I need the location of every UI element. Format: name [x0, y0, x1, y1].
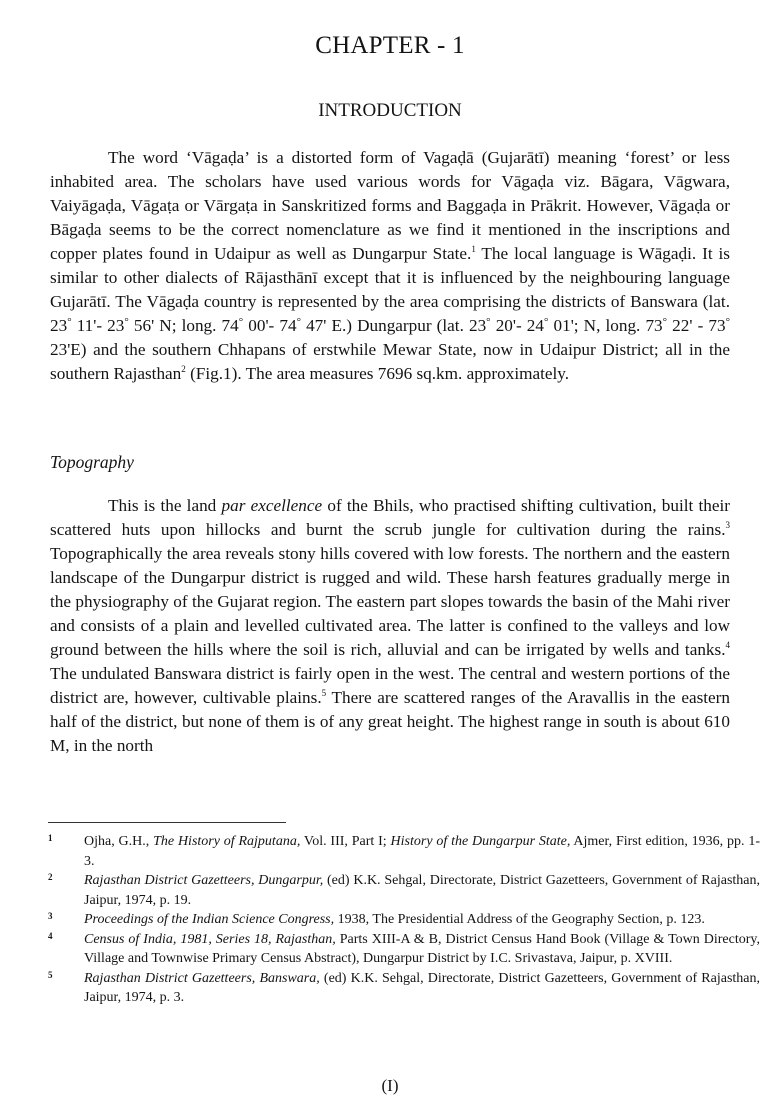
text-run: Vol. III, Part I;: [300, 834, 391, 849]
degree-symbol: °: [486, 316, 491, 328]
footnote-ref-1[interactable]: 1: [471, 244, 476, 254]
footnote-text: [84, 873, 760, 908]
text-run: 23'E) and the southern Chhapans of erstwhile Mewar State, now in Udaipur District; all in the southern Rajasthan: [50, 340, 730, 383]
footnote-divider: [48, 822, 286, 823]
text-run: 47' E.) Dungarpur (lat. 23: [300, 316, 487, 335]
text-run: There are scattered ranges of the Aravallis in the eastern half of the district, but none of them is of any great height. The highest range in south is about 610 M, in the north: [50, 688, 730, 755]
footnote-item-5: [48, 969, 760, 1008]
footnote-item-3: [48, 910, 760, 930]
degree-symbol: °: [296, 316, 301, 328]
subheading-topography: Topography: [50, 452, 134, 472]
footnote-marker: 5: [48, 969, 53, 980]
intro-paragraph: [50, 146, 730, 386]
footnote-marker: 4: [48, 930, 53, 941]
text-run: This is the land: [108, 496, 222, 515]
text-run: Ojha, G.H.,: [84, 834, 154, 849]
footnote-item-2: [48, 871, 760, 910]
citation-title: Rajasthan District Gazetteers, Banswara,: [84, 970, 320, 986]
text-run: 11'- 23: [71, 316, 125, 335]
text-run: 01'; N, long. 73: [548, 316, 663, 335]
footnote-marker: 1: [48, 833, 53, 843]
citation-title: The History of Rajputana,: [153, 834, 301, 849]
degree-symbol: °: [67, 316, 72, 328]
section-title: INTRODUCTION: [318, 100, 462, 121]
footnote-marker: 2: [48, 872, 53, 882]
text-run: (ed) K.K. Sehgal, Directorate, District Gazetteers, Government of Rajasthan, Jaipur, 1974, p. 3.: [84, 970, 760, 1005]
citation-title: Rajasthan District Gazetteers, Dungarpur,: [84, 873, 324, 888]
footnote-text: [84, 912, 705, 927]
text-run: Topographically the area reveals stony hills covered with low forests. The northern and the eastern landscape of the Dungarpur district is rugged and wild. These harsh features gradually merge in the physiography of the Gujarat region. The eastern part slopes towards the basin of the Mahi river and consists of a plain and levelled cultivated area. The latter is confined to the valleys and low ground between the hills where the soil is rich, alluvial and can be irrigated by wells and tanks.: [50, 544, 730, 659]
emphasis-text: par excellence: [221, 496, 323, 515]
text-run: 22' - 73: [667, 316, 726, 335]
footnote-ref-5[interactable]: 5: [321, 688, 327, 698]
text-run: 00'- 74: [243, 316, 297, 335]
footnotes-list: [48, 832, 760, 1008]
text-run: Ajmer, First edition, 1936, pp. 1-3.: [84, 834, 761, 869]
citation-title: Census of India, 1981, Series 18, Rajasthan,: [84, 931, 336, 947]
footnote-ref-2[interactable]: 2: [181, 364, 186, 374]
footnote-item-4: [48, 930, 760, 969]
text-run: 1938, The Presidential Address of the Geography Section, p. 123.: [334, 912, 705, 927]
footnote-text: [84, 932, 760, 967]
page-number: (I): [381, 1076, 399, 1095]
degree-symbol: °: [238, 316, 244, 328]
degree-symbol: °: [124, 316, 129, 328]
footnote-ref-4[interactable]: 4: [725, 640, 730, 650]
degree-symbol: °: [544, 316, 549, 328]
text-run: 56' N; long. 74: [128, 316, 239, 335]
degree-symbol: °: [725, 316, 730, 328]
footnote-text: [84, 971, 760, 1006]
chapter-title: CHAPTER - 1: [315, 32, 465, 59]
text-run: (ed) K.K. Sehgal, Directorate, District Gazetteers, Government of Rajasthan, Jaipur, 1974, p. 19.: [84, 873, 760, 908]
footnote-item-1: [48, 832, 760, 871]
topography-paragraph: [50, 494, 730, 758]
text-run: The undulated Banswara district is fairly open in the west. The central and western portions of the district are, however, cultivable plains.: [50, 664, 730, 707]
paragraph-text: [50, 146, 730, 386]
text-run: Parts XIII-A & B, District Census Hand Book (Village & Town Directory, Village and Townwise Primary Census Abstract), Dungarpur District by I.C. Srivastava, Jaipur, p. XVIII.: [84, 931, 760, 966]
text-run: The local language is Wāgaḍi. It is similar to other dialects of Rājasthānī except that it is influenced by the neighbouring language Gujarātī. The Vāgaḍa country is represented by the area comprising the districts of Banswara (lat. 23: [50, 244, 730, 335]
citation-title: Proceedings of the Indian Science Congress,: [84, 912, 335, 927]
citation-title: History of the Dungarpur State,: [390, 834, 571, 849]
text-run: (Fig.1). The area measures 7696 sq.km. approximately.: [185, 364, 570, 383]
footnote-text: [84, 834, 760, 869]
text-run: 20'- 24: [490, 316, 544, 335]
footnote-marker: 3: [48, 911, 53, 921]
degree-symbol: °: [662, 316, 668, 328]
text-run: of the Bhils, who practised shifting cultivation, built their scattered huts upon hillocks and burnt the scrub jungle for cultivation during the rains.: [50, 496, 730, 539]
paragraph-text: [50, 494, 730, 758]
text-run: The word ‘Vāgaḍa’ is a distorted form of Vagaḍā (Gujarātī) meaning ‘forest’ or less inhabited area. The scholars have used various words for Vāgaḍa viz. Bāgara, Vāgwara, Vaiyāgaḍa, Vāgaṭa or Vārgaṭa in Sanskritized forms and Baggaḍa in Prākrit. However, Vāgaḍa or Bāgaḍa seems to be the correct nomenclature as we find it mentioned in the inscriptions and copper plates found in Udaipur as well as Dungarpur State.: [50, 148, 730, 263]
footnote-ref-3[interactable]: 3: [725, 520, 730, 530]
